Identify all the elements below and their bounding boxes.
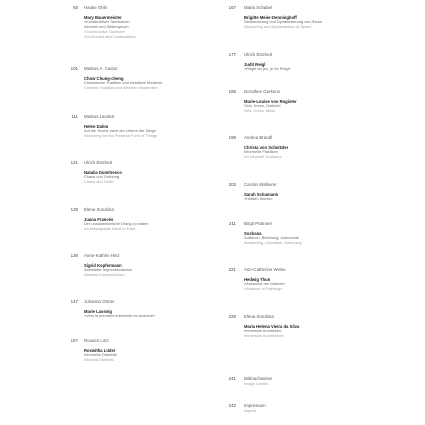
author-name: Bildnachweise	[244, 376, 273, 381]
essay-title-de: »Konstruktiver Tachismus«	[84, 19, 131, 25]
author-name: Anne-Kathrin Hinz	[84, 253, 120, 258]
essay-title-de: Aufbruch, Befreiung, Autonomie	[244, 235, 299, 241]
author-name: Dorothee Gerkens	[244, 89, 280, 94]
essay-title-de: Abstrakter Impressionismus	[84, 267, 132, 273]
page-number: 167	[228, 5, 236, 10]
essay-title-de: Informel und Widerspruch	[84, 24, 129, 29]
artist-name: Natalia Dumitresco	[84, 170, 122, 175]
essay-title-de: »Amazone der Malerei«	[244, 281, 286, 287]
artist-name: Mary Bauermeister	[84, 15, 122, 20]
essay-title-en: An Inescapable Need to Paint	[84, 226, 136, 231]
essay-title-de: Informelle Plastiken	[244, 149, 278, 155]
artist-name: Christa von Schnitzler	[244, 145, 289, 150]
artist-name: Judit Reigl	[244, 62, 266, 67]
author-name: Andrea Brandl	[244, 135, 273, 140]
essay-title-de: »Hidden Works«	[244, 196, 273, 202]
author-name: Ulrich Etscheit	[84, 160, 113, 165]
entry-body	[84, 5, 209, 39]
essay-title-de: Grat, Kreuz, Geflecht	[244, 103, 281, 109]
entry-body	[244, 403, 414, 414]
author-name: Hauke Ohls	[84, 5, 107, 10]
entry-body	[84, 207, 209, 232]
entry-body	[84, 338, 209, 363]
artist-name: Marie Lassnig	[84, 309, 112, 314]
page-number: 121	[70, 160, 78, 165]
artist-name: Juana Francés	[84, 217, 114, 222]
page-number: 157	[70, 338, 78, 343]
entry-body	[244, 376, 414, 387]
entry-body	[244, 5, 414, 30]
author-name: Birgit Pramner	[244, 221, 273, 226]
entry-body	[244, 182, 414, 202]
artist-name: Soshana	[244, 231, 262, 236]
essay-title-en: Searching for the Primeval Form of Things	[84, 133, 158, 138]
page-number: 147	[70, 299, 78, 304]
essay-title-en: Art Informel Sculpture	[244, 154, 282, 159]
author-name: Rouven Lotz	[84, 338, 109, 343]
essay-title-de: »Vers la première informelle en Autriche«	[84, 313, 156, 319]
entry-body	[84, 160, 209, 185]
page-number: 229	[228, 314, 236, 319]
essay-title-en: Art Informel and Contradiction	[84, 33, 136, 39]
page-number: 185	[228, 89, 236, 94]
page-number: 139	[70, 253, 78, 258]
essay-title-de: Immersive Architektur	[244, 328, 282, 334]
artist-name: Maria Helena Vieira da Silva	[244, 324, 300, 329]
entry-body	[84, 299, 209, 319]
artist-name: Roswitha Lüder	[84, 348, 116, 353]
artist-name: Sigrid Kopfermann	[84, 263, 122, 268]
entry-body	[244, 267, 414, 292]
page-number: 242	[228, 403, 236, 408]
entry-body	[244, 52, 414, 72]
essay-title-de: Auf der Suche nach der Urform der Dinge	[84, 128, 156, 134]
author-name: Ulrich Etscheit	[244, 52, 273, 57]
essay-title-de: Chaos und Ordnung	[84, 174, 120, 180]
entry-body	[84, 66, 209, 91]
author-name: Maria Schabel	[244, 5, 273, 10]
author-name: Elena Sorokina	[244, 314, 274, 319]
author-name: Markus A. Castor	[84, 66, 118, 71]
essay-title-de: »Règle du jeu, je de Reigl«	[244, 66, 291, 72]
page-number: 177	[228, 52, 236, 57]
essay-title-de: Informelle Dialektik	[84, 352, 117, 358]
author-name: Ann-Catherine Weise	[244, 267, 286, 272]
author-name: Markus Landert	[84, 114, 115, 119]
essay-title-en: Abstract Impressionism	[84, 272, 125, 277]
essay-title-en: Awakening, Liberation, Autonomy	[244, 240, 302, 245]
page-number: 93	[73, 5, 78, 10]
essay-title-en: Informal Dialectic	[84, 357, 114, 362]
essay-title-en: Imprint	[244, 408, 256, 413]
page-number: 221	[228, 267, 236, 272]
page-number: 203	[228, 182, 236, 187]
artist-name: Chow Chung-cheng	[84, 76, 124, 81]
entry-body	[84, 253, 209, 278]
essay-title-de: Der unausweichliche Drang zu malen	[84, 221, 149, 227]
essay-title-en: Structuring and Dynamisation of Space	[244, 24, 312, 29]
essay-title-en: »Constructive Tachism«	[84, 28, 126, 34]
author-name: Impressum	[244, 403, 266, 408]
essay-title-en: Grid, Cross, Mesh	[244, 108, 276, 113]
entry-body	[244, 135, 414, 160]
page-number: 129	[70, 207, 78, 212]
entry-body	[244, 221, 414, 246]
page-number: 241	[228, 376, 236, 381]
artist-name: Hedwig Thun	[244, 277, 271, 282]
page-number: 101	[70, 66, 78, 71]
page-number: 195	[228, 135, 236, 140]
essay-title-en: Image Credits	[244, 381, 269, 386]
author-name: Elena Sorokina	[84, 207, 114, 212]
essay-title-de: Chinesische Tradition und westliche Moderne	[84, 80, 163, 86]
essay-title-en: »Amazon of Painting«	[244, 286, 283, 291]
entry-body	[84, 114, 209, 139]
entry-body	[244, 314, 414, 339]
artist-name: Brigitte Meier-Denninghoff	[244, 15, 297, 20]
artist-name: Helen Dahm	[84, 124, 109, 129]
essay-title-en: Chaos and Order	[84, 179, 114, 184]
entry-body	[244, 89, 414, 114]
artist-name: Sarah Schumann	[244, 192, 279, 197]
artist-name: Marie-Louise von Rogister	[244, 99, 297, 104]
essay-title-en: Immersive Architecture	[244, 333, 284, 338]
page-number: 211	[229, 221, 236, 226]
author-name: Johanna Ortner	[84, 299, 115, 304]
page-number: 111	[71, 114, 78, 119]
essay-title-de: Strukturierung und Dynamisierung von Raum	[244, 19, 322, 25]
essay-title-en: Chinese Tradition and Western Modernism	[84, 85, 158, 90]
author-name: Carolin Walberer	[244, 182, 277, 187]
